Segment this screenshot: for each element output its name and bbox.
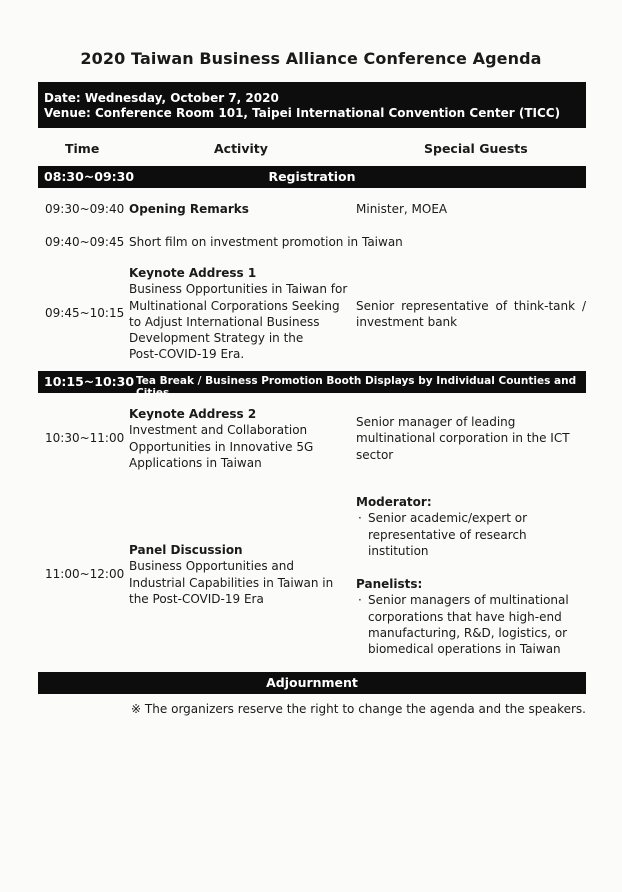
keynote2-guest-line: multinational corporation in the ICT <box>356 431 570 446</box>
moderator-label: Moderator: <box>356 495 432 509</box>
keynote2-guest-line: Senior manager of leading <box>356 415 516 429</box>
keynote2-line: Applications in Taiwan <box>129 455 262 470</box>
panelists-label: Panelists: <box>356 577 423 592</box>
header-special-guests: Special Guests <box>424 141 528 156</box>
keynote2-guest-line: sector <box>356 447 394 462</box>
keynote1-guest-line: Senior representative of think-tank / <box>356 299 586 313</box>
header-time: Time <box>65 141 100 156</box>
panelists-line: manufacturing, R&D, logistics, or <box>368 626 568 641</box>
panel-block <box>129 542 354 607</box>
keynote1-block <box>129 265 354 363</box>
opening-title: Opening Remarks <box>129 202 249 216</box>
film-time: 09:40~09:45 <box>45 235 125 249</box>
registration-time: 08:30~09:30 <box>44 169 135 184</box>
panel-time: 11:00~12:00 <box>45 567 125 581</box>
keynote2-block <box>129 406 354 471</box>
tea-break-time: 10:15~10:30 <box>44 374 135 389</box>
registration-label: Registration <box>268 169 356 184</box>
keynote1-guest <box>356 298 586 331</box>
keynote1-guest-line: investment bank <box>356 315 458 330</box>
keynote2-title: Keynote Address 2 <box>129 407 257 421</box>
venue-line: Venue: Conference Room 101, Taipei International Convention Center (TICC) <box>44 106 561 120</box>
tea-break-bar <box>38 371 586 399</box>
panel-title: Panel Discussion <box>129 543 243 557</box>
tea-break-label: Tea Break / Business Promotion Booth Displays by Individual Counties and Cities <box>136 375 577 399</box>
keynote1-time: 09:45~10:15 <box>45 306 125 320</box>
registration-bar <box>38 166 586 188</box>
panel-line: Business Opportunities and <box>129 559 294 574</box>
keynote2-line: Opportunities in Innovative 5G <box>129 439 314 454</box>
opening-guest: Minister, MOEA <box>356 202 448 216</box>
page-title: 2020 Taiwan Business Alliance Conference Agenda <box>80 49 542 68</box>
keynote2-line: Investment and Collaboration <box>129 423 308 438</box>
panelists-line: biomedical operations in Taiwan <box>368 642 561 657</box>
panel-line: Industrial Capabilities in Taiwan in <box>129 575 334 590</box>
adjournment-bar <box>38 672 586 694</box>
keynote1-line: Development Strategy in the <box>129 331 304 346</box>
panel-line: the Post-COVID-19 Era <box>129 591 264 606</box>
event-info-bar <box>38 82 586 128</box>
keynote2-guest <box>356 414 586 463</box>
adjournment-label: Adjournment <box>266 675 358 690</box>
moderator-line: institution <box>368 543 429 558</box>
keynote1-title: Keynote Address 1 <box>129 266 257 280</box>
panel-guests <box>356 494 586 658</box>
date-line: Date: Wednesday, October 7, 2020 <box>44 91 279 105</box>
moderator-line: · Senior academic/expert or <box>356 510 586 526</box>
keynote1-line: Multinational Corporations Seeking <box>129 298 340 313</box>
footnote: ※ The organizers reserve the right to change the agenda and the speakers. <box>131 702 586 716</box>
panelists-line: · Senior managers of multinational <box>356 592 586 608</box>
keynote1-line: Post-COVID-19 Era. <box>129 347 245 362</box>
header-activity: Activity <box>214 141 268 156</box>
moderator-line: representative of research <box>368 527 527 542</box>
keynote1-line: Business Opportunities in Taiwan for <box>129 282 348 297</box>
panelists-line: corporations that have high-end <box>368 609 562 624</box>
keynote2-time: 10:30~11:00 <box>45 431 125 445</box>
film-text: Short film on investment promotion in Taiwan <box>129 235 403 249</box>
keynote1-line: to Adjust International Business <box>129 314 320 329</box>
opening-time: 09:30~09:40 <box>45 202 125 216</box>
